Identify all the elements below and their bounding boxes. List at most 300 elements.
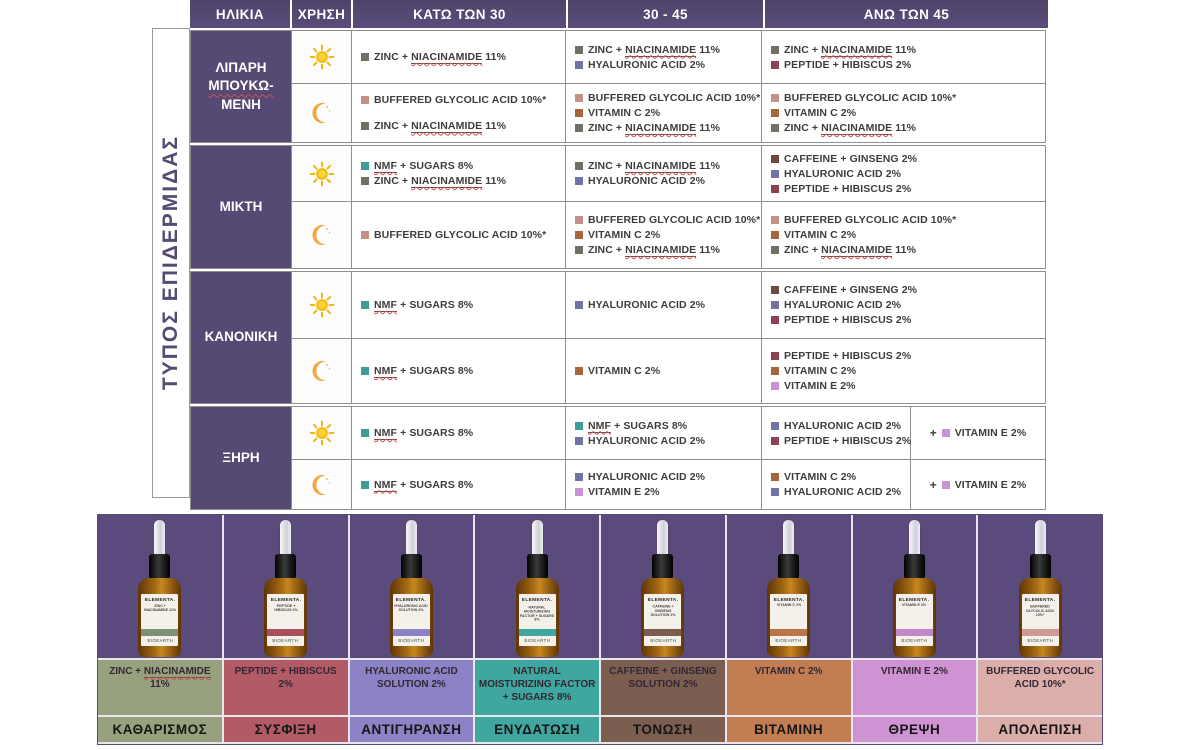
ingredient-bullet-icon <box>575 109 583 117</box>
bottle-cap-icon <box>527 554 548 579</box>
header-cell-age: ΗΛΙΚΙΑ <box>190 0 290 28</box>
dropper-icon <box>280 520 291 556</box>
ingredient-bullet-icon <box>361 122 369 130</box>
ingredient-label: ZINC + NIACINAMIDE 11% <box>374 120 507 133</box>
misspelled-word: NIACINAMIDE <box>625 122 697 134</box>
ingredient-label: ZINC + NIACINAMIDE 11% <box>588 160 721 172</box>
ingredient-item <box>575 44 757 56</box>
bottle-photo <box>601 515 725 658</box>
product-category: ΑΠΟΛΕΠΙΣΗ <box>978 717 1102 742</box>
ingredient-bullet-icon <box>771 473 779 481</box>
ingredient-bullet-icon <box>771 170 779 178</box>
ingredient-bullet-icon <box>942 481 950 489</box>
ingredient-item <box>771 471 906 483</box>
skin-type-label <box>191 146 291 268</box>
moon-icon <box>309 222 335 248</box>
bottle-brand: ELEMENTA. <box>773 597 804 603</box>
ingredient-bullet-icon <box>575 231 583 239</box>
skin-type-label <box>191 272 291 403</box>
ingredient-bullet-icon <box>771 124 779 132</box>
ingredient-label: NMF + SUGARS 8% <box>374 365 474 377</box>
ingredient-item <box>771 365 1041 377</box>
ingredient-label: PEPTIDE + HIBISCUS 2% <box>234 666 337 690</box>
ingredient-bullet-icon <box>575 61 583 69</box>
ingredient-item <box>361 229 561 241</box>
dropper-bottle-icon <box>505 520 569 658</box>
product-column <box>475 515 599 744</box>
ingredient-bullet-icon <box>771 231 779 239</box>
bottle-body <box>516 578 559 657</box>
bottle-photo <box>727 515 851 658</box>
bottle-body <box>138 578 181 657</box>
ingredient-bullet-icon <box>771 185 779 193</box>
skin-type-label-line: ΜΕΝΗ <box>221 96 261 112</box>
ingredient-bullet-icon <box>771 246 779 254</box>
bottle-product-name: NATURAL MOISTURIZING FACTOR + SUGARS 8% <box>520 605 555 623</box>
ingredients-cell-under30 <box>352 202 565 268</box>
ingredients-cell-under30 <box>352 31 565 83</box>
ingredients-list <box>762 407 910 459</box>
product-column <box>98 515 222 744</box>
product-name-swatch <box>853 660 977 715</box>
ingredient-label: ZINC + NIACINAMIDE 11% <box>374 51 507 63</box>
ingredient-bullet-icon <box>575 216 583 224</box>
ingredient-bullet-icon <box>771 367 779 375</box>
ingredients-cell-mid <box>566 272 761 338</box>
moon-icon <box>309 358 335 384</box>
ingredient-bullet-icon <box>575 46 583 54</box>
product-category: ΚΑΘΑΡΙΣΜΟΣ <box>98 717 222 742</box>
sun-icon <box>309 292 335 318</box>
skin-type-axis-box <box>152 28 190 498</box>
ingredient-item <box>361 365 561 377</box>
ingredient-label: PEPTIDE + HIBISCUS 2% <box>784 434 912 447</box>
bottle-brand: ELEMENTA. <box>396 597 427 603</box>
ingredient-item <box>771 350 1041 362</box>
bottle-photo <box>475 515 599 658</box>
ingredient-item <box>942 479 1027 491</box>
header-cell-under30: ΚΑΤΩ ΤΩΝ 30 <box>353 0 566 28</box>
ingredient-item <box>771 380 1041 392</box>
ingredient-label: VITAMIN C 2% <box>784 471 857 483</box>
bottle-color-stripe <box>393 629 430 636</box>
ingredient-label: ZINC + NIACINAMIDE 11% <box>109 666 211 690</box>
ingredients-cell-mid <box>566 460 761 509</box>
ingredient-item <box>361 479 561 491</box>
ingredient-bullet-icon <box>575 367 583 375</box>
header-cell-usage: ΧΡΗΣΗ <box>292 0 351 28</box>
ingredient-label: BUFFERED GLYCOLIC ACID 10%* <box>588 214 761 226</box>
ingredient-bullet-icon <box>575 488 583 496</box>
ingredient-label: BUFFERED GLYCOLIC ACID 10%* <box>986 666 1095 690</box>
ingredient-label: BUFFERED GLYCOLIC ACID 10%* <box>588 92 761 104</box>
sun-icon <box>309 44 335 70</box>
misspelled-word: NIACINAMIDE <box>625 244 697 256</box>
ingredient-label: CAFFEINE + GINSENG 2% <box>784 284 918 296</box>
ingredient-item <box>361 94 561 106</box>
ingredients-cell-over45 <box>762 339 1045 403</box>
misspelled-word: NIACINAMIDE <box>411 175 483 187</box>
ingredient-item <box>361 175 561 187</box>
ingredient-bullet-icon <box>361 53 369 61</box>
ingredient-bullet-icon <box>361 162 369 170</box>
dropper-icon <box>657 520 668 556</box>
bottle-brand: ELEMENTA. <box>144 597 176 603</box>
bottle-label <box>896 594 933 646</box>
bottle-photo <box>853 515 977 658</box>
ingredient-item <box>575 244 757 256</box>
product-name-swatch <box>978 660 1102 715</box>
ingredient-label: NMF + SUGARS 8% <box>374 427 474 439</box>
misspelled-word: NIACINAMIDE <box>411 51 483 63</box>
bottle-brand: ELEMENTA. <box>647 597 679 603</box>
plus-sign: + <box>929 426 937 440</box>
ingredient-label: VITAMIN C 2% <box>588 229 661 241</box>
ingredients-cell-mid <box>566 146 761 201</box>
dropper-icon <box>406 520 417 556</box>
ingredient-bullet-icon <box>575 301 583 309</box>
ingredient-bullet-icon <box>771 94 779 102</box>
ingredient-item <box>771 244 1041 256</box>
bottle-color-stripe <box>770 629 807 636</box>
misspelled-word: NIACINAMIDE <box>625 160 697 172</box>
ingredient-label: NMF + SUGARS 8% <box>374 299 474 311</box>
bottle-body <box>767 578 810 657</box>
moon-icon <box>309 472 335 498</box>
product-name-swatch <box>727 660 851 715</box>
dropper-icon <box>783 520 794 556</box>
usage-day-cell <box>292 31 351 83</box>
product-category: ΒΙΤΑΜΙΝΗ <box>727 717 851 742</box>
product-name-swatch <box>224 660 348 715</box>
plus-sign: + <box>929 477 937 492</box>
ingredient-label: HYALURONIC ACID SOLUTION 2% <box>365 666 458 690</box>
usage-night-cell <box>292 202 351 268</box>
ingredient-label: VITAMIN C 2% <box>784 365 857 377</box>
ingredient-label: HYALURONIC ACID 2% <box>588 175 706 187</box>
ingredient-bullet-icon <box>575 162 583 170</box>
product-column <box>224 515 348 744</box>
ingredient-bullet-icon <box>575 124 583 132</box>
ingredient-bullet-icon <box>361 481 369 489</box>
ingredient-label: VITAMIN C 2% <box>588 365 661 377</box>
bottle-body <box>893 578 936 657</box>
bottle-color-stripe <box>644 629 681 636</box>
bottle-color-stripe <box>896 629 933 636</box>
ingredient-label: PEPTIDE + HIBISCUS 2% <box>784 314 912 326</box>
ingredient-label: VITAMIN C 2% <box>784 107 857 119</box>
ingredient-item <box>771 59 1041 71</box>
ingredient-label: BUFFERED GLYCOLIC ACID 10%* <box>374 229 547 241</box>
ingredient-label: VITAMIN C 2% <box>588 107 661 119</box>
ingredient-item <box>771 122 1041 134</box>
usage-day-cell <box>292 407 351 459</box>
skin-type-section <box>190 145 1046 269</box>
skin-type-section <box>190 406 1046 510</box>
bottle-product-name: VITAMIN C 2% <box>776 603 801 608</box>
dropper-bottle-icon <box>882 520 946 658</box>
ingredient-bullet-icon <box>361 177 369 185</box>
product-name-swatch <box>475 660 599 715</box>
bottle-label <box>267 594 304 646</box>
bottle-photo <box>350 515 474 658</box>
bottle-product-name: CAFFEINE + GINSENG SOLUTION 2% <box>650 604 676 618</box>
misspelled-word: NMF <box>374 478 398 491</box>
ingredients-cell-under30 <box>352 146 565 201</box>
ingredient-item <box>361 160 561 172</box>
ingredient-bullet-icon <box>771 316 779 324</box>
ingredient-label: HYALURONIC ACID 2% <box>588 471 706 483</box>
skin-type-label-line: ΛΙΠΑΡΗ <box>215 60 267 76</box>
dropper-bottle-icon <box>379 520 443 658</box>
misspelled-word: NMF <box>374 427 398 439</box>
bottle-cap-icon <box>149 554 170 579</box>
ingredients-cell-over45 <box>762 202 1045 268</box>
ingredient-label: HYALURONIC ACID 2% <box>588 58 706 71</box>
ingredient-label: BUFFERED GLYCOLIC ACID 10%* <box>374 93 547 106</box>
bottle-color-stripe <box>267 629 304 636</box>
product-column <box>350 515 474 744</box>
ingredient-bullet-icon <box>361 301 369 309</box>
ingredient-label: VITAMIN C 2% <box>784 229 857 241</box>
ingredient-label: VITAMIN E 2% <box>954 427 1027 439</box>
ingredient-item <box>575 365 757 377</box>
ingredient-item <box>575 175 757 187</box>
bottle-product-name: BUFFERED GLYCOLIC ACID 10%* <box>1026 604 1055 618</box>
skin-type-label-line: ΞΗΡΗ <box>222 449 260 465</box>
ingredient-item <box>771 229 1041 241</box>
bottle-label <box>770 594 807 646</box>
bottle-body <box>641 578 684 657</box>
skin-type-label <box>191 407 291 509</box>
bottle-photo <box>978 515 1102 658</box>
ingredient-item <box>575 92 761 104</box>
usage-night-cell <box>292 460 351 509</box>
ingredient-label: ZINC + NIACINAMIDE 11% <box>588 244 721 256</box>
ingredient-item <box>771 434 912 447</box>
dropper-icon <box>909 520 920 556</box>
ingredient-item <box>575 229 757 241</box>
ingredient-label: CAFFEINE + GINSENG 2% <box>784 152 918 165</box>
ingredient-label: CAFFEINE + GINSENG SOLUTION 2% <box>609 666 717 690</box>
skin-type-label <box>191 31 291 142</box>
ingredient-bullet-icon <box>771 46 779 54</box>
bottle-maker: BIOEARTH <box>1027 638 1054 644</box>
ingredient-bullet-icon <box>575 473 583 481</box>
bottle-color-stripe <box>1022 629 1059 636</box>
bottle-label <box>519 594 556 646</box>
ingredient-item <box>771 44 1041 56</box>
bottle-label <box>393 594 430 646</box>
ingredient-bullet-icon <box>361 367 369 375</box>
dropper-bottle-icon <box>128 520 192 658</box>
ingredient-label: NMF + SUGARS 8% <box>374 478 474 491</box>
ingredients-cell-over45 <box>762 272 1045 338</box>
ingredient-label: PEPTIDE + HIBISCUS 2% <box>784 58 912 71</box>
ingredients-cell-mid <box>566 31 761 83</box>
ingredient-label: NMF + SUGARS 8% <box>588 419 688 432</box>
ingredient-item <box>771 486 906 498</box>
product-category: ΤΟΝΩΣΗ <box>601 717 725 742</box>
ingredients-cell-under30 <box>352 84 565 142</box>
product-category: ΘΡΕΨΗ <box>853 717 977 742</box>
ingredient-item <box>575 486 757 498</box>
ingredient-item <box>771 420 906 432</box>
bottle-product-name: HYALURONIC ACID SOLUTION 2% <box>394 603 429 613</box>
product-column <box>727 515 851 744</box>
ingredient-item <box>575 420 757 432</box>
ingredient-bullet-icon <box>771 352 779 360</box>
ingredient-bullet-icon <box>771 437 779 445</box>
ingredient-label: ZINC + NIACINAMIDE 11% <box>588 122 721 134</box>
usage-day-cell <box>292 146 351 201</box>
product-category: ΣΥΣΦΙΞΗ <box>224 717 348 742</box>
ingredients-list <box>762 460 910 509</box>
ingredient-bullet-icon <box>361 231 369 239</box>
ingredient-item <box>361 299 561 311</box>
ingredient-item <box>575 107 757 119</box>
ingredients-cell-over45 <box>762 31 1045 83</box>
ingredient-label: NATURAL MOISTURIZING FACTOR + SUGARS 8% <box>478 666 596 703</box>
bottle-color-stripe <box>519 629 556 636</box>
bottle-cap-icon <box>275 554 296 579</box>
misspelled-word: NIACINAMIDE <box>411 120 483 133</box>
header-cell-30-45: 30 - 45 <box>568 0 763 28</box>
misspelled-word: NMF <box>374 365 398 377</box>
bottle-maker: BIOEARTH <box>524 638 551 644</box>
ingredient-label: BUFFERED GLYCOLIC ACID 10%* <box>784 214 957 226</box>
ingredients-cell-over45 <box>762 146 1045 201</box>
misspelled-word: NMF <box>374 160 398 172</box>
ingredient-label: VITAMIN E 2% <box>954 478 1027 491</box>
header-cell-over45: ΑΝΩ ΤΩΝ 45 <box>765 0 1048 28</box>
plus-addon-cell <box>911 460 1045 509</box>
ingredients-cell-over45 <box>762 460 1045 509</box>
ingredient-label: PEPTIDE + HIBISCUS 2% <box>784 350 912 362</box>
bottle-photo <box>224 515 348 658</box>
ingredient-item <box>942 427 1027 439</box>
ingredient-bullet-icon <box>771 61 779 69</box>
bottle-body <box>390 578 433 657</box>
dropper-icon <box>154 520 165 556</box>
table-body <box>190 30 1046 510</box>
bottle-brand: ELEMENTA. <box>899 597 930 603</box>
ingredient-item <box>575 299 757 311</box>
sun-icon <box>309 420 335 446</box>
ingredient-item <box>361 51 561 63</box>
moon-icon <box>309 100 335 126</box>
skin-type-label-line: ΚΑΝΟΝΙΚΗ <box>204 329 278 345</box>
ingredient-item <box>575 435 757 447</box>
bottle-cap-icon <box>1030 554 1051 579</box>
bottle-body <box>264 578 307 657</box>
ingredient-bullet-icon <box>771 155 779 163</box>
bottle-photo <box>98 515 222 658</box>
ingredient-item <box>361 427 561 439</box>
ingredient-bullet-icon <box>575 177 583 185</box>
ingredient-item <box>771 92 1041 104</box>
bottle-label <box>141 594 178 646</box>
ingredient-label: ZINC + NIACINAMIDE 11% <box>588 43 721 56</box>
usage-night-cell <box>292 339 351 403</box>
ingredients-cell-under30 <box>352 272 565 338</box>
ingredient-item <box>771 314 1041 326</box>
bottle-brand: ELEMENTA. <box>1024 597 1056 603</box>
ingredient-bullet-icon <box>575 422 583 430</box>
product-column <box>978 515 1102 744</box>
bottle-maker: BIOEARTH <box>775 638 802 644</box>
ingredient-bullet-icon <box>771 382 779 390</box>
plus-addon-cell <box>911 407 1045 459</box>
ingredient-label: HYALURONIC ACID 2% <box>784 167 902 180</box>
ingredient-label: HYALURONIC ACID 2% <box>784 486 902 498</box>
ingredient-bullet-icon <box>771 286 779 294</box>
ingredient-bullet-icon <box>575 437 583 445</box>
ingredient-bullet-icon <box>361 96 369 104</box>
misspelled-word: NIACINAMIDE <box>821 122 893 134</box>
ingredient-item <box>771 284 1041 296</box>
ingredient-label: ZINC + NIACINAMIDE 11% <box>374 175 507 187</box>
bottle-cap-icon <box>778 554 799 579</box>
ingredients-cell-under30 <box>352 460 565 509</box>
usage-night-cell <box>292 84 351 142</box>
ingredient-label: VITAMIN E 2% <box>784 380 856 392</box>
ingredients-cell-mid <box>566 339 761 403</box>
skin-type-section <box>190 30 1046 143</box>
bottle-cap-icon <box>401 554 422 579</box>
skin-type-label-line: ΜΙΚΤΗ <box>219 198 263 214</box>
product-name-swatch <box>98 660 222 715</box>
bottle-body <box>1019 578 1062 657</box>
ingredient-label: ZINC + NIACINAMIDE 11% <box>784 244 917 256</box>
product-category: ΕΝΥΔΑΤΩΣΗ <box>475 717 599 742</box>
product-column <box>601 515 725 744</box>
ingredient-label: VITAMIN C 2% <box>754 666 823 677</box>
ingredients-cell-mid <box>566 202 761 268</box>
misspelled-word: NMF <box>374 299 398 311</box>
ingredient-bullet-icon <box>771 301 779 309</box>
ingredient-label: ZINC + NIACINAMIDE 11% <box>784 43 917 56</box>
ingredient-label: HYALURONIC ACID 2% <box>784 299 902 311</box>
ingredients-cell-under30 <box>352 407 565 459</box>
bottle-product-name: VITAMIN E 2% <box>902 603 927 608</box>
ingredient-label: HYALURONIC ACID 2% <box>588 434 706 447</box>
bottle-cap-icon <box>652 554 673 579</box>
ingredient-label: VITAMIN E 2% <box>588 486 660 498</box>
ingredient-item <box>361 120 561 132</box>
ingredient-bullet-icon <box>575 94 583 102</box>
ingredient-bullet-icon <box>575 246 583 254</box>
bottle-product-name: ZINC + NIACINAMIDE 11% <box>143 603 176 613</box>
dropper-bottle-icon <box>1008 520 1072 658</box>
products-panel <box>97 514 1103 745</box>
bottle-brand: ELEMENTA. <box>521 597 553 603</box>
ingredient-item <box>575 471 757 483</box>
misspelled-word: NIACINAMIDE <box>143 666 211 677</box>
ingredients-cell-mid <box>566 407 761 459</box>
skin-type-label-line: ΜΠΟΥΚΩ- <box>208 78 274 94</box>
bottle-label <box>644 594 681 646</box>
bottle-brand: ELEMENTA. <box>270 597 301 603</box>
product-name-swatch <box>601 660 725 715</box>
bottle-maker: BIOEARTH <box>649 638 676 644</box>
ingredient-item <box>771 183 1041 195</box>
product-name-swatch <box>350 660 474 715</box>
dropper-bottle-icon <box>631 520 695 658</box>
routine-table <box>190 0 1046 512</box>
ingredient-item <box>771 214 1041 226</box>
ingredient-label: HYALURONIC ACID 2% <box>784 419 902 432</box>
